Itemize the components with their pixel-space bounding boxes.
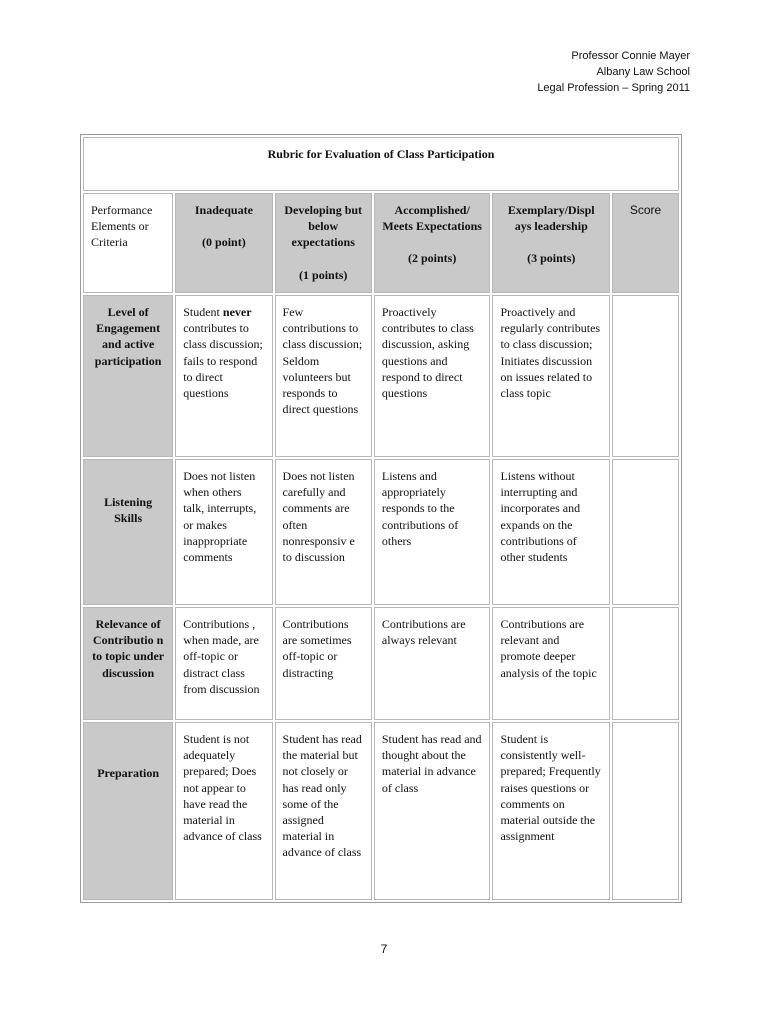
rubric-cell: Student never contributes to class discussion; fails to respond to direct questions [175, 295, 272, 457]
rubric-cell: Few contributions to class discussion; Seldom volunteers but responds to direct questions [275, 295, 372, 457]
title-row [83, 137, 679, 191]
rubric-table-container [80, 134, 682, 903]
level-points: (2 points) [407, 251, 457, 266]
rubric-row-engagement [83, 295, 679, 457]
level-points: (1 points) [299, 267, 348, 282]
rubric-cell: Proactively contributes to class discussion, asking questions and respond to direct questions [374, 295, 491, 457]
rubric-cell: Student is consistently well-prepared; Frequently raises questions or comments on material outside the assignment [492, 722, 610, 900]
rubric-cell: Student has read and thought about the material in advance of class [374, 722, 491, 900]
page-number: 7 [380, 942, 388, 956]
criterion-label: Relevance of Contributio n to topic under discussion [83, 607, 173, 720]
level-header-developing [275, 193, 372, 293]
criterion-label: Preparation [83, 722, 173, 900]
document-header [537, 48, 690, 96]
level-header-inadequate [175, 193, 272, 293]
rubric-cell: Contributions are relevant and promote deeper analysis of the topic [492, 607, 610, 720]
header-school: Albany Law School [596, 66, 690, 78]
score-input-cell[interactable] [612, 607, 679, 720]
score-input-cell[interactable] [612, 295, 679, 457]
rubric-cell: Contributions , when made, are off-topic or distract class from discussion [175, 607, 272, 720]
rubric-cell: Proactively and regularly contributes to class discussion; Initiates discussion on issues related to class topic [492, 295, 610, 457]
rubric-cell: Student is not adequately prepared; Does not appear to have read the material in advance of class [175, 722, 272, 900]
level-name: Exemplary/Displ ays leadership [507, 203, 595, 234]
level-name: Inadequate [194, 203, 253, 217]
level-name: Developing but below expectations [284, 203, 363, 250]
score-input-cell[interactable] [612, 722, 679, 900]
header-professor: Professor Connie Mayer [571, 50, 690, 62]
rubric-cell: Contributions are always relevant [374, 607, 491, 720]
level-points: (3 points) [527, 251, 576, 266]
header-course: Legal Profession – Spring 2011 [537, 82, 690, 94]
rubric-row-relevance [83, 607, 679, 720]
rubric-cell: Listens and appropriately responds to the contributions of others [374, 459, 491, 605]
criterion-label: Level of Engagement and active participation [83, 295, 173, 457]
rubric-cell: Contributions are sometimes off-topic or distracting [275, 607, 372, 720]
criterion-label: Listening Skills [83, 459, 173, 605]
rubric-title: Rubric for Evaluation of Class Participation [83, 137, 679, 191]
rubric-cell: Listens without interrupting and incorporates and expands on the contributions of other students [492, 459, 610, 605]
level-header-exemplary [492, 193, 610, 293]
level-points: (0 point) [202, 235, 246, 250]
emphasis-text: never [222, 305, 252, 319]
rubric-cell: Does not listen when others talk, interrupts, or makes inappropriate comments [175, 459, 272, 605]
rubric-table [81, 135, 681, 902]
score-header: Score [612, 193, 679, 293]
rubric-row-preparation [83, 722, 679, 900]
rubric-cell: Does not listen carefully and comments are often nonresponsiv e to discussion [275, 459, 372, 605]
score-input-cell[interactable] [612, 459, 679, 605]
header-row [83, 193, 679, 293]
level-header-accomplished [374, 193, 491, 293]
rubric-cell: Student has read the material but not closely or has read only some of the assigned material in advance of class [275, 722, 372, 900]
rubric-row-listening [83, 459, 679, 605]
level-name: Accomplished/ Meets Expectations [382, 203, 482, 234]
criteria-header: Performance Elements or Criteria [83, 193, 173, 293]
